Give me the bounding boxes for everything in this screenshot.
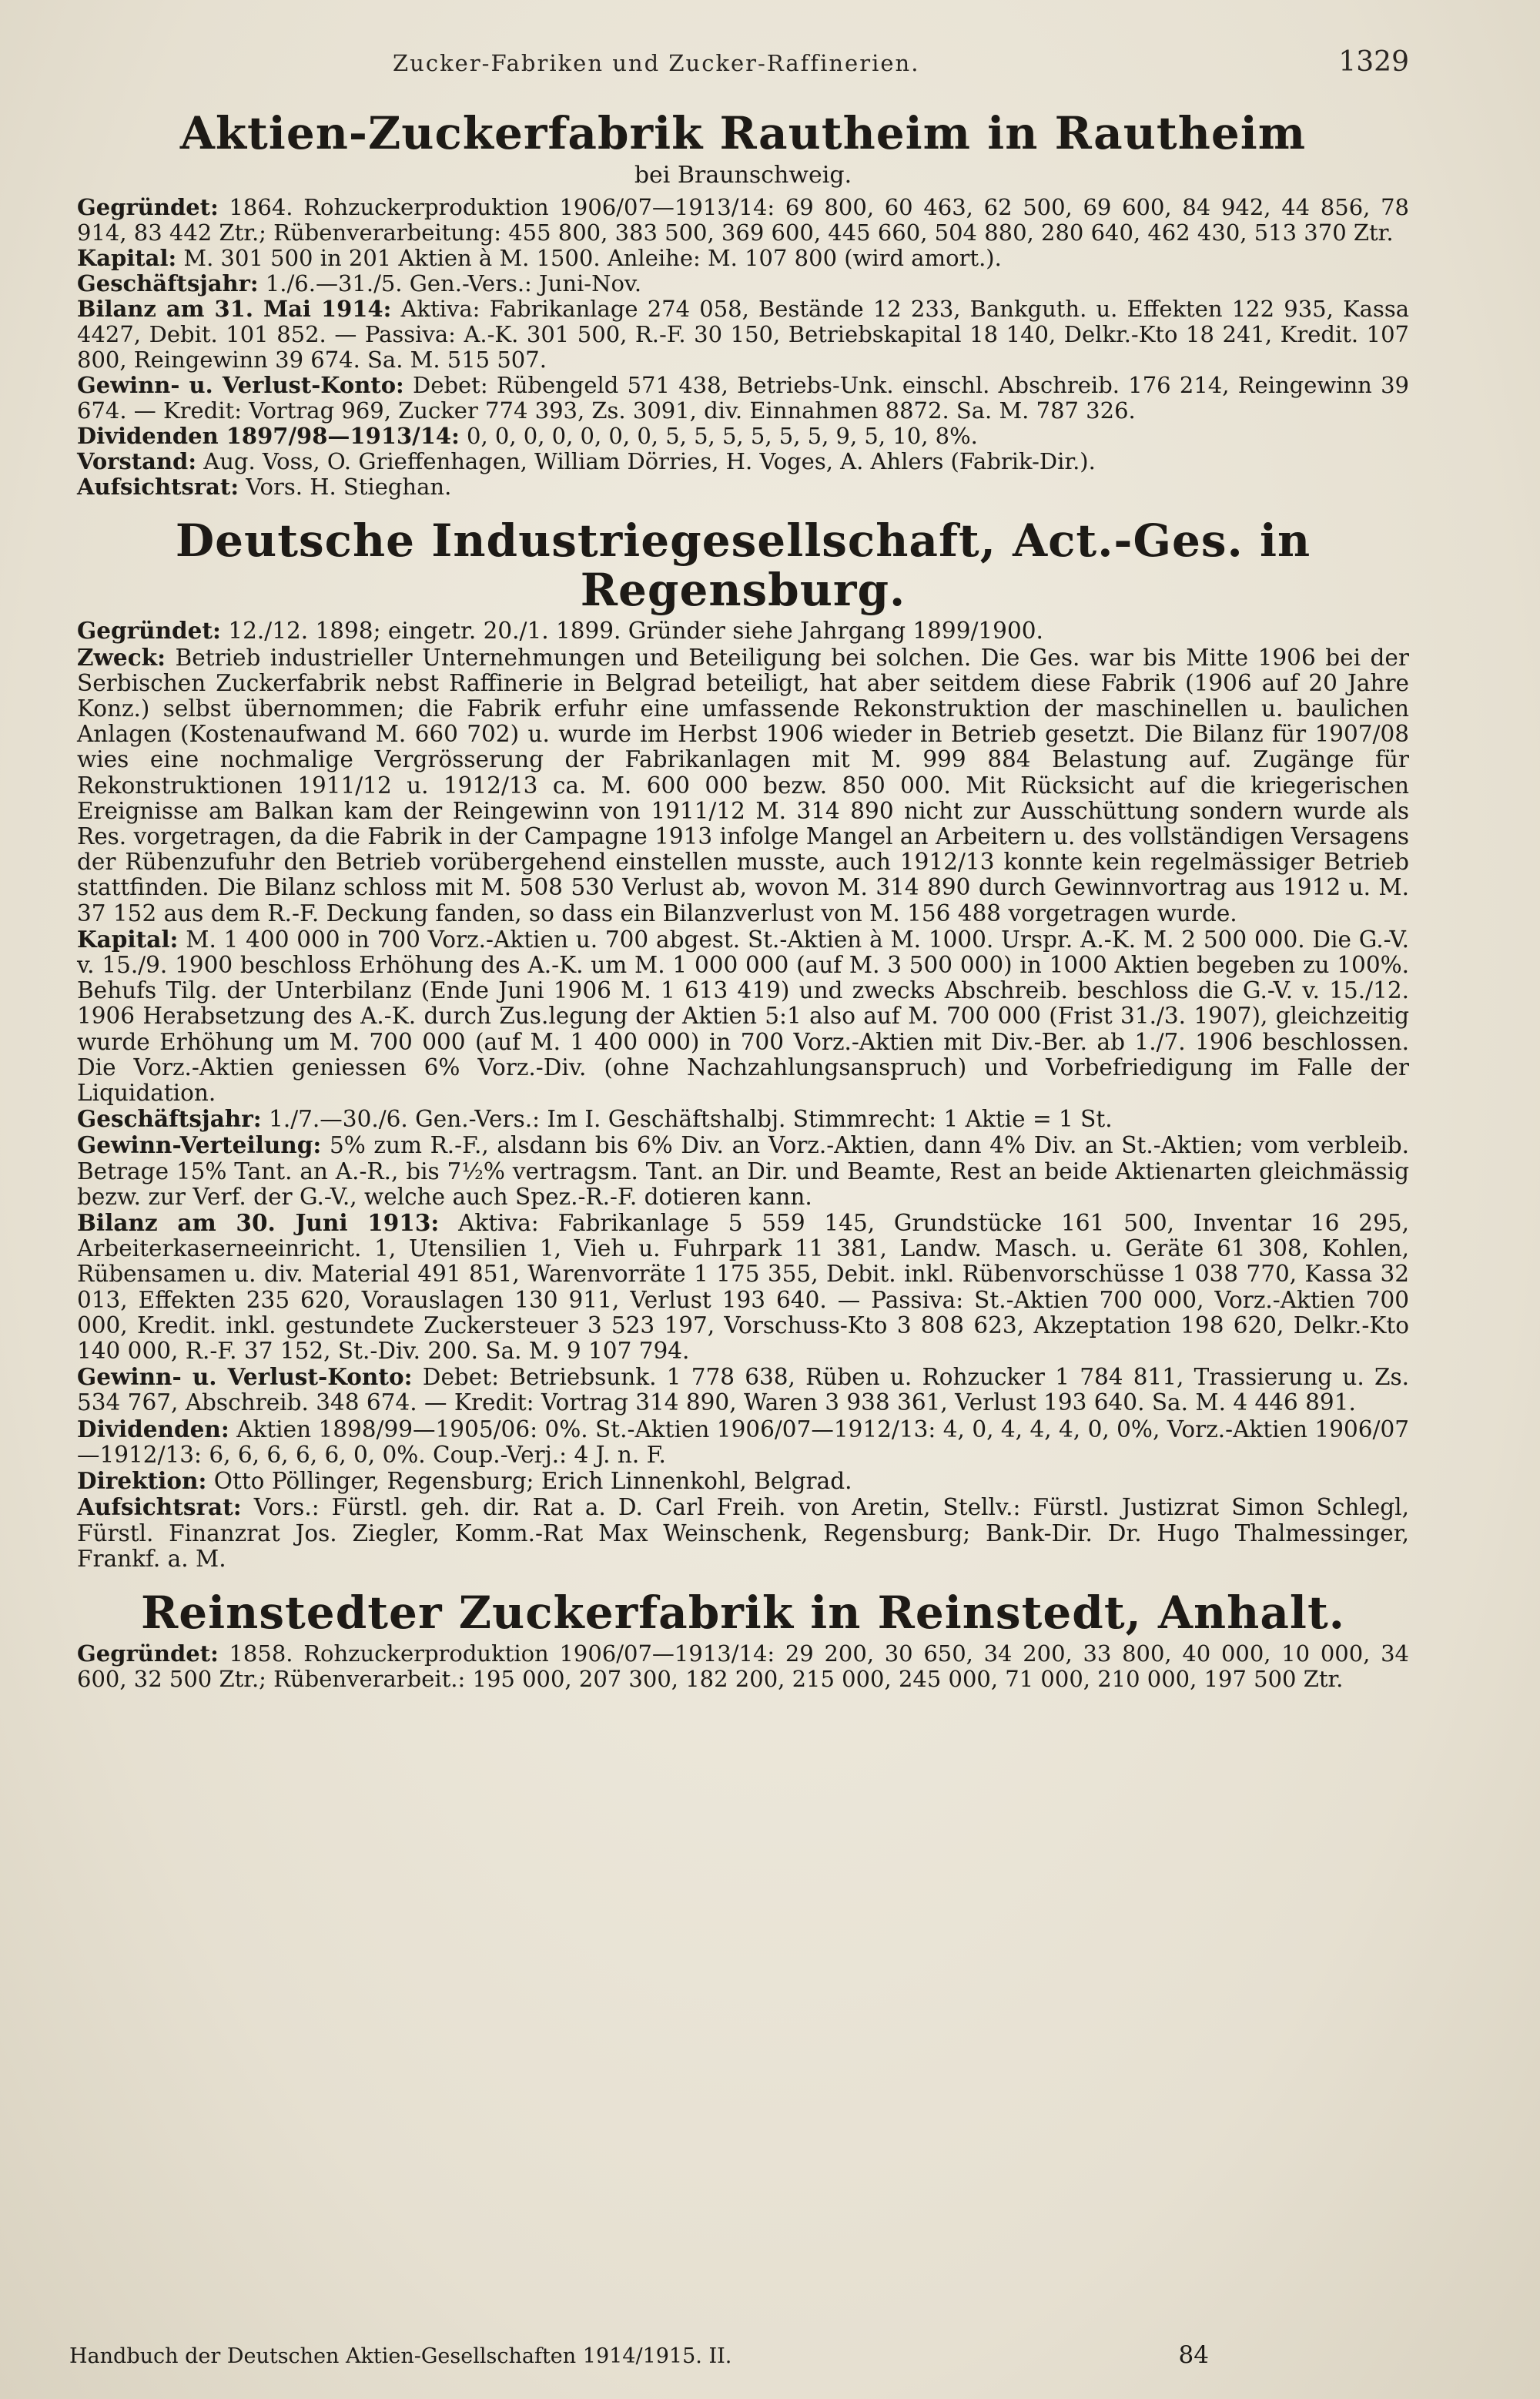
entry-label: Gewinn- u. Verlust-Konto: <box>77 1363 413 1391</box>
section-rautheim <box>77 109 1409 500</box>
entry-founded <box>77 195 1409 246</box>
entry-text: Vors. H. Stieghan. <box>246 473 452 500</box>
entry-text: M. 301 500 in 201 Aktien à M. 1500. Anleihe: M. 107 800 (wird amort.). <box>183 244 1002 271</box>
entry-label: Geschäftsjahr: <box>77 1105 262 1133</box>
entry-label: Bilanz am 30. Juni 1913: <box>77 1209 440 1237</box>
entry-label: Aufsichtsrat: <box>77 473 239 500</box>
page-footer <box>69 2341 1409 2369</box>
signature-mark: 84 <box>1178 2341 1209 2369</box>
entry-balance <box>77 297 1409 373</box>
entry-fiscal-year <box>77 1106 1409 1132</box>
entry-text: Otto Pöllinger, Regensburg; Erich Linnenkohl, Belgrad. <box>213 1468 852 1495</box>
entry-profit-loss <box>77 373 1409 424</box>
entry-label: Geschäftsjahr: <box>77 270 259 297</box>
page-number: 1329 <box>1338 46 1409 78</box>
entry-text: M. 1 400 000 in 700 Vorz.-Aktien u. 700 abgest. St.-Aktien à M. 1000. Urspr. A.-K. M. 2 500 000. Die G.-V. v. 15./9. 1900 beschloss Erhöhung des A.-K. um M. 1 000 000 (auf M. 3 500 000) in 1000 Aktien begeben zu 100%. Behufs Tilg. der Unterbilanz (Ende Juni 1906 M. 1 613 419) und zwecks Abschreib. beschloss die G.-V. v. 15./12. 1906 Herabsetzung des A.-K. durch Zus.legung der Aktien 5:1 also auf M. 700 000 (Frist 31./3. 1907), gleichzeitig wurde Erhöhung um M. 700 000 (auf M. 1 400 000) in 700 Vorz.-Aktien mit Div.-Ber. ab 1./7. 1906 beschlossen. Die Vorz.-Aktien geniessen 6% Vorz.-Div. (ohne Nachzahlungsanspruch) und Vorbefriedigung im Falle der Liquidation. <box>77 926 1409 1107</box>
entry-label: Kapital: <box>77 925 179 953</box>
entry-label: Gewinn-Verteilung: <box>77 1131 322 1159</box>
entry-capital <box>77 926 1409 1106</box>
entry-text: Aktiva: Fabrikanlage 274 058, Bestände 12 233, Bankguth. u. Effekten 122 935, Kassa 4427, Debit. 101 852. — Passiva: A.-K. 301 500, R.-F. 30 150, Betriebskapital 18 140, Delkr.-Kto 18 241, Kredit. 107 800, Reingewinn 39 674. Sa. M. 515 507. <box>77 295 1409 373</box>
entry-management <box>77 1468 1409 1494</box>
entry-text: 1./6.—31./5. Gen.-Vers.: Juni-Nov. <box>265 270 642 297</box>
entry-founded <box>77 1641 1409 1692</box>
entry-balance <box>77 1210 1409 1364</box>
entry-text: 1864. Rohzuckerproduktion 1906/07—1913/14: 69 800, 60 463, 62 500, 69 600, 84 942, 44 856, 78 914, 83 442 Ztr.; Rübenverarbeitung: 455 800, 383 500, 369 600, 445 660, 504 880, 280 640, 462 430, 513 370 Ztr. <box>77 193 1409 246</box>
entry-label: Dividenden 1897/98—1913/14: <box>77 422 460 449</box>
entry-supervisory-board <box>77 1494 1409 1572</box>
entry-text: Vors.: Fürstl. geh. dir. Rat a. D. Carl Freih. von Aretin, Stellv.: Fürstl. Justizrat Simon Schlegl, Fürstl. Finanzrat Jos. Ziegler, Komm.-Rat Max Weinschenk, Regensburg; Bank-Dir. Dr. Hugo Thalmessinger, Frankf. a. M. <box>77 1494 1409 1572</box>
entry-dividends <box>77 1416 1409 1468</box>
entry-dividends <box>77 424 1409 449</box>
entry-label: Vorstand: <box>77 447 197 474</box>
entry-text: Debet: Rübengeld 571 438, Betriebs-Unk. einschl. Abschreib. 176 214, Reingewinn 39 674. — Kredit: Vortrag 969, Zucker 774 393, Zs. 3091, div. Einnahmen 8872. Sa. M. 787 326. <box>77 371 1410 424</box>
section-subtitle: bei Braunschweig. <box>634 161 852 189</box>
entry-text: 0, 0, 0, 0, 0, 0, 0, 5, 5, 5, 5, 5, 5, 9, 5, 10, 8%. <box>467 422 978 449</box>
entry-label: Gegründet: <box>77 193 219 220</box>
entry-text: Debet: Betriebsunk. 1 778 638, Rüben u. Rohzucker 1 784 811, Trassierung u. Zs. 534 767, Abschreib. 348 674. — Kredit: Vortrag 314 890, Waren 3 938 361, Verlust 193 640. Sa. M. 4 446 891. <box>77 1364 1409 1416</box>
entry-board <box>77 449 1409 474</box>
section-regensburg <box>77 514 1409 1572</box>
entry-capital <box>77 246 1409 271</box>
entry-label: Aufsichtsrat: <box>77 1493 242 1521</box>
entry-text: 1./7.—30./6. Gen.-Vers.: Im I. Geschäftshalbj. Stimmrecht: 1 Aktie = 1 St. <box>269 1106 1113 1133</box>
entry-label: Kapital: <box>77 244 177 271</box>
entry-label: Gegründet: <box>77 1640 219 1667</box>
section-reinstedt <box>77 1586 1409 1692</box>
entry-profit-distribution <box>77 1132 1409 1210</box>
running-header <box>77 46 1409 92</box>
entry-text: 5% zum R.-F., alsdann bis 6% Div. an Vorz.-Aktien, dann 4% Div. an St.-Aktien; vom verbleib. Betrage 15% Tant. an A.-R., bis 7½% vertragsm. Tant. an Dir. und Beamte, Rest an beide Aktienarten gleichmässig bezw. zur Verf. der G.-V., welche auch Spez.-R.-F. dotieren kann. <box>77 1132 1409 1210</box>
section-title: Deutsche Industriegesellschaft, Act.-Ges. in Regensburg. <box>175 514 1311 616</box>
entry-label: Bilanz am 31. Mai 1914: <box>77 295 392 322</box>
section-title: Aktien-Zuckerfabrik Rautheim in Rautheim <box>179 107 1307 159</box>
entry-fiscal-year <box>77 271 1409 297</box>
entry-label: Gegründet: <box>77 617 221 645</box>
entry-text: 1858. Rohzuckerproduktion 1906/07—1913/14: 29 200, 30 650, 34 200, 33 800, 40 000, 10 000, 34 600, 32 500 Ztr.; Rübenverarbeit.: 195 000, 207 300, 182 200, 215 000, 245 000, 71 000, 210 000, 197 500 Ztr. <box>77 1640 1409 1692</box>
entry-label: Gewinn- u. Verlust-Konto: <box>77 371 404 398</box>
footer-text: Handbuch der Deutschen Aktien-Gesellschaften 1914/1915. II. <box>69 2344 732 2368</box>
running-title: Zucker-Fabriken und Zucker-Raffinerien. <box>393 50 920 76</box>
entry-label: Direktion: <box>77 1467 207 1495</box>
entry-text: 12./12. 1898; eingetr. 20./1. 1899. Gründer siehe Jahrgang 1899/1900. <box>228 618 1043 645</box>
entry-label: Dividenden: <box>77 1415 229 1442</box>
entry-text: Betrieb industrieller Unternehmungen und Beteiligung bei solchen. Die Ges. war bis Mitte 1906 bei der Serbischen Zuckerfabrik nebst Raffinerie in Belgrad beteiligt, hat aber seitdem diese Fabrik (1906 auf 20 Jahre Konz.) selbst übernommen; die Fabrik erfuhr eine umfassende Rekonstruktion der maschinellen u. baulichen Anlagen (Kostenaufwand M. 660 702) u. wurde im Herbst 1906 wieder in Betrieb gesetzt. Die Bilanz für 1907/08 wies eine nochmalige Vergrösserung der Fabrikanlagen mit M. 999 884 Belastung auf. Zugänge für Rekonstruktionen 1911/12 u. 1912/13 ca. M. 600 000 bezw. 850 000. Mit Rücksicht auf die kriegerischen Ereignisse am Balkan kam der Reingewinn von 1911/12 M. 314 890 nicht zur Ausschüttung sondern wurde als Res. vorgetragen, da die Fabrik in der Campagne 1913 infolge Mangel an Arbeitern u. des vollständigen Versagens der Rübenzufuhr den Betrieb vorübergehend einstellen musste, auch 1912/13 konnte kein regelmässiger Betrieb stattfinden. Die Bilanz schloss mit M. 508 530 Verlust ab, wovon M. 314 890 durch Gewinnvortrag aus 1912 u. M. 37 152 aus dem R.-F. Deckung fanden, so dass ein Bilanzverlust von M. 156 488 vorgetragen wurde. <box>77 644 1409 926</box>
entry-supervisory-board <box>77 474 1409 500</box>
entry-text: Aktien 1898/99—1905/06: 0%. St.-Aktien 1906/07—1912/13: 4, 0, 4, 4, 4, 0, 0%, Vorz.-Aktien 1906/07—1912/13: 6, 6, 6, 6, 6, 0, 0%. Coup.-Verj.: 4 J. n. F. <box>77 1416 1409 1468</box>
entry-label: Zweck: <box>77 643 166 671</box>
entry-text: Aug. Voss, O. Grieffenhagen, William Dörries, H. Voges, A. Ahlers (Fabrik-Dir.). <box>203 447 1096 474</box>
entry-founded <box>77 618 1409 644</box>
entry-profit-loss <box>77 1364 1409 1416</box>
entry-purpose <box>77 645 1409 926</box>
section-title: Reinstedter Zuckerfabrik in Reinstedt, Anhalt. <box>141 1586 1345 1639</box>
entry-text: Aktiva: Fabrikanlage 5 559 145, Grundstücke 161 500, Inventar 16 295, Arbeiterkaserneeinricht. 1, Utensilien 1, Vieh u. Fuhrpark 11 381, Landw. Masch. u. Geräte 61 308, Kohlen, Rübensamen u. div. Material 491 851, Warenvorräte 1 175 355, Debit. inkl. Rübenvorschüsse 1 038 770, Kassa 32 013, Effekten 235 620, Vorauslagen 130 911, Verlust 193 640. — Passiva: St.-Aktien 700 000, Vorz.-Aktien 700 000, Kredit. inkl. gestundete Zuckersteuer 3 523 197, Vorschuss-Kto 3 808 623, Akzeptation 198 620, Delkr.-Kto 140 000, R.-F. 37 152, St.-Div. 200. Sa. M. 9 107 794. <box>77 1210 1409 1365</box>
